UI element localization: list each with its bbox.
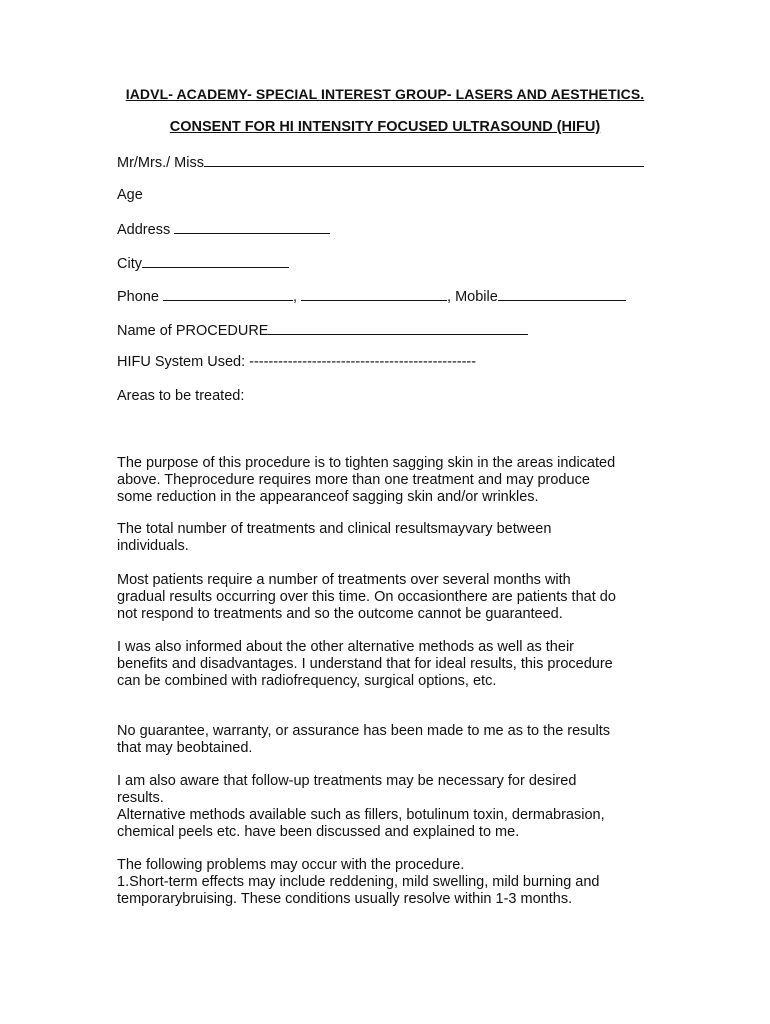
text-line: Most patients require a number of treatments over several months with: [117, 572, 571, 588]
text-line: Alternative methods available such as fillers, botulinum toxin, dermabrasion,: [117, 807, 605, 823]
age-field: [117, 186, 143, 204]
hifu-system-field: [117, 353, 476, 371]
mobile-label: , Mobile: [447, 289, 498, 305]
hifu-dashes[interactable]: -----------------------------------------------: [249, 354, 477, 370]
paragraph-treatments: [117, 521, 657, 555]
text-line: gradual results occurring over this time. On occasionthere are patients that do: [117, 589, 616, 605]
text-line: The total number of treatments and clinical resultsmayvary between: [117, 521, 552, 537]
name-blank[interactable]: [204, 152, 644, 167]
text-line: The purpose of this procedure is to tighten sagging skin in the areas indicated: [117, 455, 616, 471]
procedure-label: Name of PROCEDURE: [117, 323, 269, 339]
phone-field: [117, 286, 626, 306]
text-line: not respond to treatments and so the outcome cannot be guaranteed.: [117, 606, 563, 622]
text-line: temporarybruising. These conditions usually resolve within 1-3 months.: [117, 891, 573, 907]
address-blank[interactable]: [174, 219, 330, 234]
text-line: I am also aware that follow-up treatments may be necessary for desired: [117, 773, 577, 789]
text-line: results.: [117, 790, 164, 806]
paragraph-follow-up: [117, 773, 657, 841]
phone-label: Phone: [117, 289, 159, 305]
address-field: [117, 219, 330, 239]
phone-blank-1[interactable]: [163, 286, 293, 301]
text-line: can be combined with radiofrequency, surgical options, etc.: [117, 673, 497, 689]
text-line: that may beobtained.: [117, 740, 253, 756]
phone-separator: ,: [292, 289, 297, 305]
name-field: [117, 152, 644, 172]
name-label: Mr/Mrs./ Miss: [117, 155, 204, 171]
procedure-blank[interactable]: [268, 320, 528, 335]
paragraph-alternatives: [117, 639, 657, 690]
text-line: 1.Short-term effects may include reddening, mild swelling, mild burning and: [117, 874, 600, 890]
text-line: The following problems may occur with the procedure.: [117, 857, 465, 873]
text-line: I was also informed about the other alternative methods as well as their: [117, 639, 574, 655]
organization-title: IADVL- ACADEMY- SPECIAL INTEREST GROUP- LASERS AND AESTHETICS.: [125, 86, 645, 102]
procedure-field: [117, 320, 528, 340]
areas-label: Areas to be treated:: [117, 388, 245, 404]
paragraph-results: [117, 572, 657, 623]
text-line: above. Theprocedure requires more than one treatment and may produce: [117, 472, 590, 488]
address-label: Address: [117, 222, 171, 238]
city-field: [117, 253, 289, 273]
text-line: No guarantee, warranty, or assurance has been made to me as to the results: [117, 723, 610, 739]
text-line: benefits and disadvantages. I understand that for ideal results, this procedure: [117, 656, 613, 672]
paragraph-problems: [117, 857, 657, 908]
city-blank[interactable]: [142, 253, 289, 268]
mobile-blank[interactable]: [498, 286, 626, 301]
age-label: Age: [117, 187, 143, 203]
city-label: City: [117, 256, 142, 272]
text-line: individuals.: [117, 538, 189, 554]
form-title: CONSENT FOR HI INTENSITY FOCUSED ULTRASOUND (HIFU): [169, 119, 601, 135]
text-line: some reduction in the appearanceof sagging skin and/or wrinkles.: [117, 489, 539, 505]
areas-field: [117, 387, 244, 405]
text-line: chemical peels etc. have been discussed and explained to me.: [117, 824, 520, 840]
paragraph-guarantee: [117, 723, 657, 757]
paragraph-purpose: [117, 455, 657, 506]
hifu-label: HIFU System Used:: [117, 354, 250, 370]
phone-blank-2[interactable]: [301, 286, 447, 301]
